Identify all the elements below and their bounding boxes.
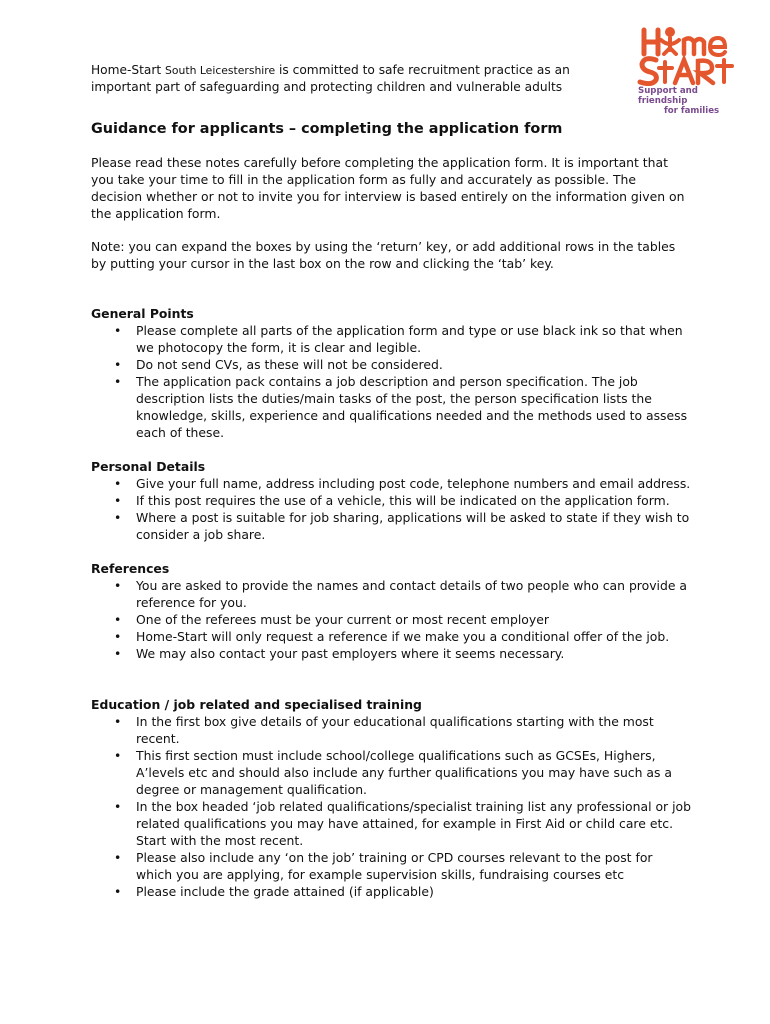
bullet-list bbox=[91, 475, 691, 543]
logo-tagline-line2: for families bbox=[664, 106, 720, 116]
home-start-logo bbox=[628, 20, 746, 115]
list-item: • You are asked to provide the names and contact details of two people who can provide a reference for you. bbox=[136, 577, 691, 611]
section-personal-details bbox=[91, 458, 691, 543]
logo-tagline bbox=[638, 86, 738, 116]
list-item: • We may also contact your past employers where it seems necessary. bbox=[136, 645, 691, 662]
list-item: • If this post requires the use of a vehicle, this will be indicated on the application form. bbox=[136, 492, 691, 509]
list-item: • The application pack contains a job description and person specification. The job description lists the duties/main tasks of the post, the person specification lists the knowledge, skills, experience and qualifications needed and the methods used to assess each of these. bbox=[136, 373, 691, 441]
section-heading: Education / job related and specialised training bbox=[91, 697, 422, 712]
list-item: • Do not send CVs, as these will not be considered. bbox=[136, 356, 691, 373]
section-education-training bbox=[91, 696, 691, 900]
list-item: • Where a post is suitable for job sharing, applications will be asked to state if they wish to consider a job share. bbox=[136, 509, 691, 543]
list-item: • Please include the grade attained (if applicable) bbox=[136, 883, 691, 900]
list-item: • Please complete all parts of the application form and type or use black ink so that when we photocopy the form, it is clear and legible. bbox=[136, 322, 691, 356]
list-item: • Give your full name, address including post code, telephone numbers and email address. bbox=[136, 475, 691, 492]
section-general-points bbox=[91, 305, 691, 441]
list-item: • Please also include any ‘on the job’ training or CPD courses relevant to the post for which you are applying, for example supervision skills, fundraising courses etc bbox=[136, 849, 691, 883]
bullet-list bbox=[91, 713, 691, 900]
page-title: Guidance for applicants – completing the application form bbox=[91, 121, 563, 137]
list-item: • One of the referees must be your current or most recent employer bbox=[136, 611, 691, 628]
org-name-prefix: Home-Start bbox=[91, 63, 166, 77]
safeguarding-statement bbox=[91, 62, 611, 96]
list-item: • Home-Start will only request a reference if we make you a conditional offer of the job. bbox=[136, 628, 691, 645]
section-heading: References bbox=[91, 561, 170, 576]
logo-tagline-line1: Support and friendship bbox=[638, 86, 698, 106]
section-heading: Personal Details bbox=[91, 459, 206, 474]
statement-line2: important part of safeguarding and protecting children and vulnerable adults bbox=[91, 80, 563, 94]
guidance-content bbox=[91, 119, 691, 900]
list-item: • In the first box give details of your educational qualifications starting with the most recent. bbox=[136, 713, 691, 747]
org-branch-name: South Leicestershire bbox=[165, 64, 276, 77]
list-item: • This first section must include school/college qualifications such as GCSEs, Highers, A’levels etc and should also include any further qualifications you may have such as a degree or management qualification. bbox=[136, 747, 691, 798]
intro-paragraph: Please read these notes carefully before completing the application form. It is important that you take your time to fill in the application form as fully and accurately as possible. The decision whether or not to invite you for interview is based entirely on the information given on the application form. bbox=[91, 155, 685, 221]
list-item: • In the box headed ‘job related qualifications/specialist training list any professional or job related qualifications you may have attained, for example in First Aid or child care etc. Start with the most recent. bbox=[136, 798, 691, 849]
section-heading: General Points bbox=[91, 306, 194, 321]
bullet-list bbox=[91, 322, 691, 441]
section-references bbox=[91, 560, 691, 662]
note-paragraph: Note: you can expand the boxes by using the ‘return’ key, or add additional rows in the tables by putting your cursor in the last box on the row and clicking the ‘tab’ key. bbox=[91, 239, 676, 271]
bullet-list bbox=[91, 577, 691, 662]
statement-line1: is committed to safe recruitment practice as an bbox=[275, 63, 570, 77]
home-start-logo-mark bbox=[628, 20, 746, 86]
